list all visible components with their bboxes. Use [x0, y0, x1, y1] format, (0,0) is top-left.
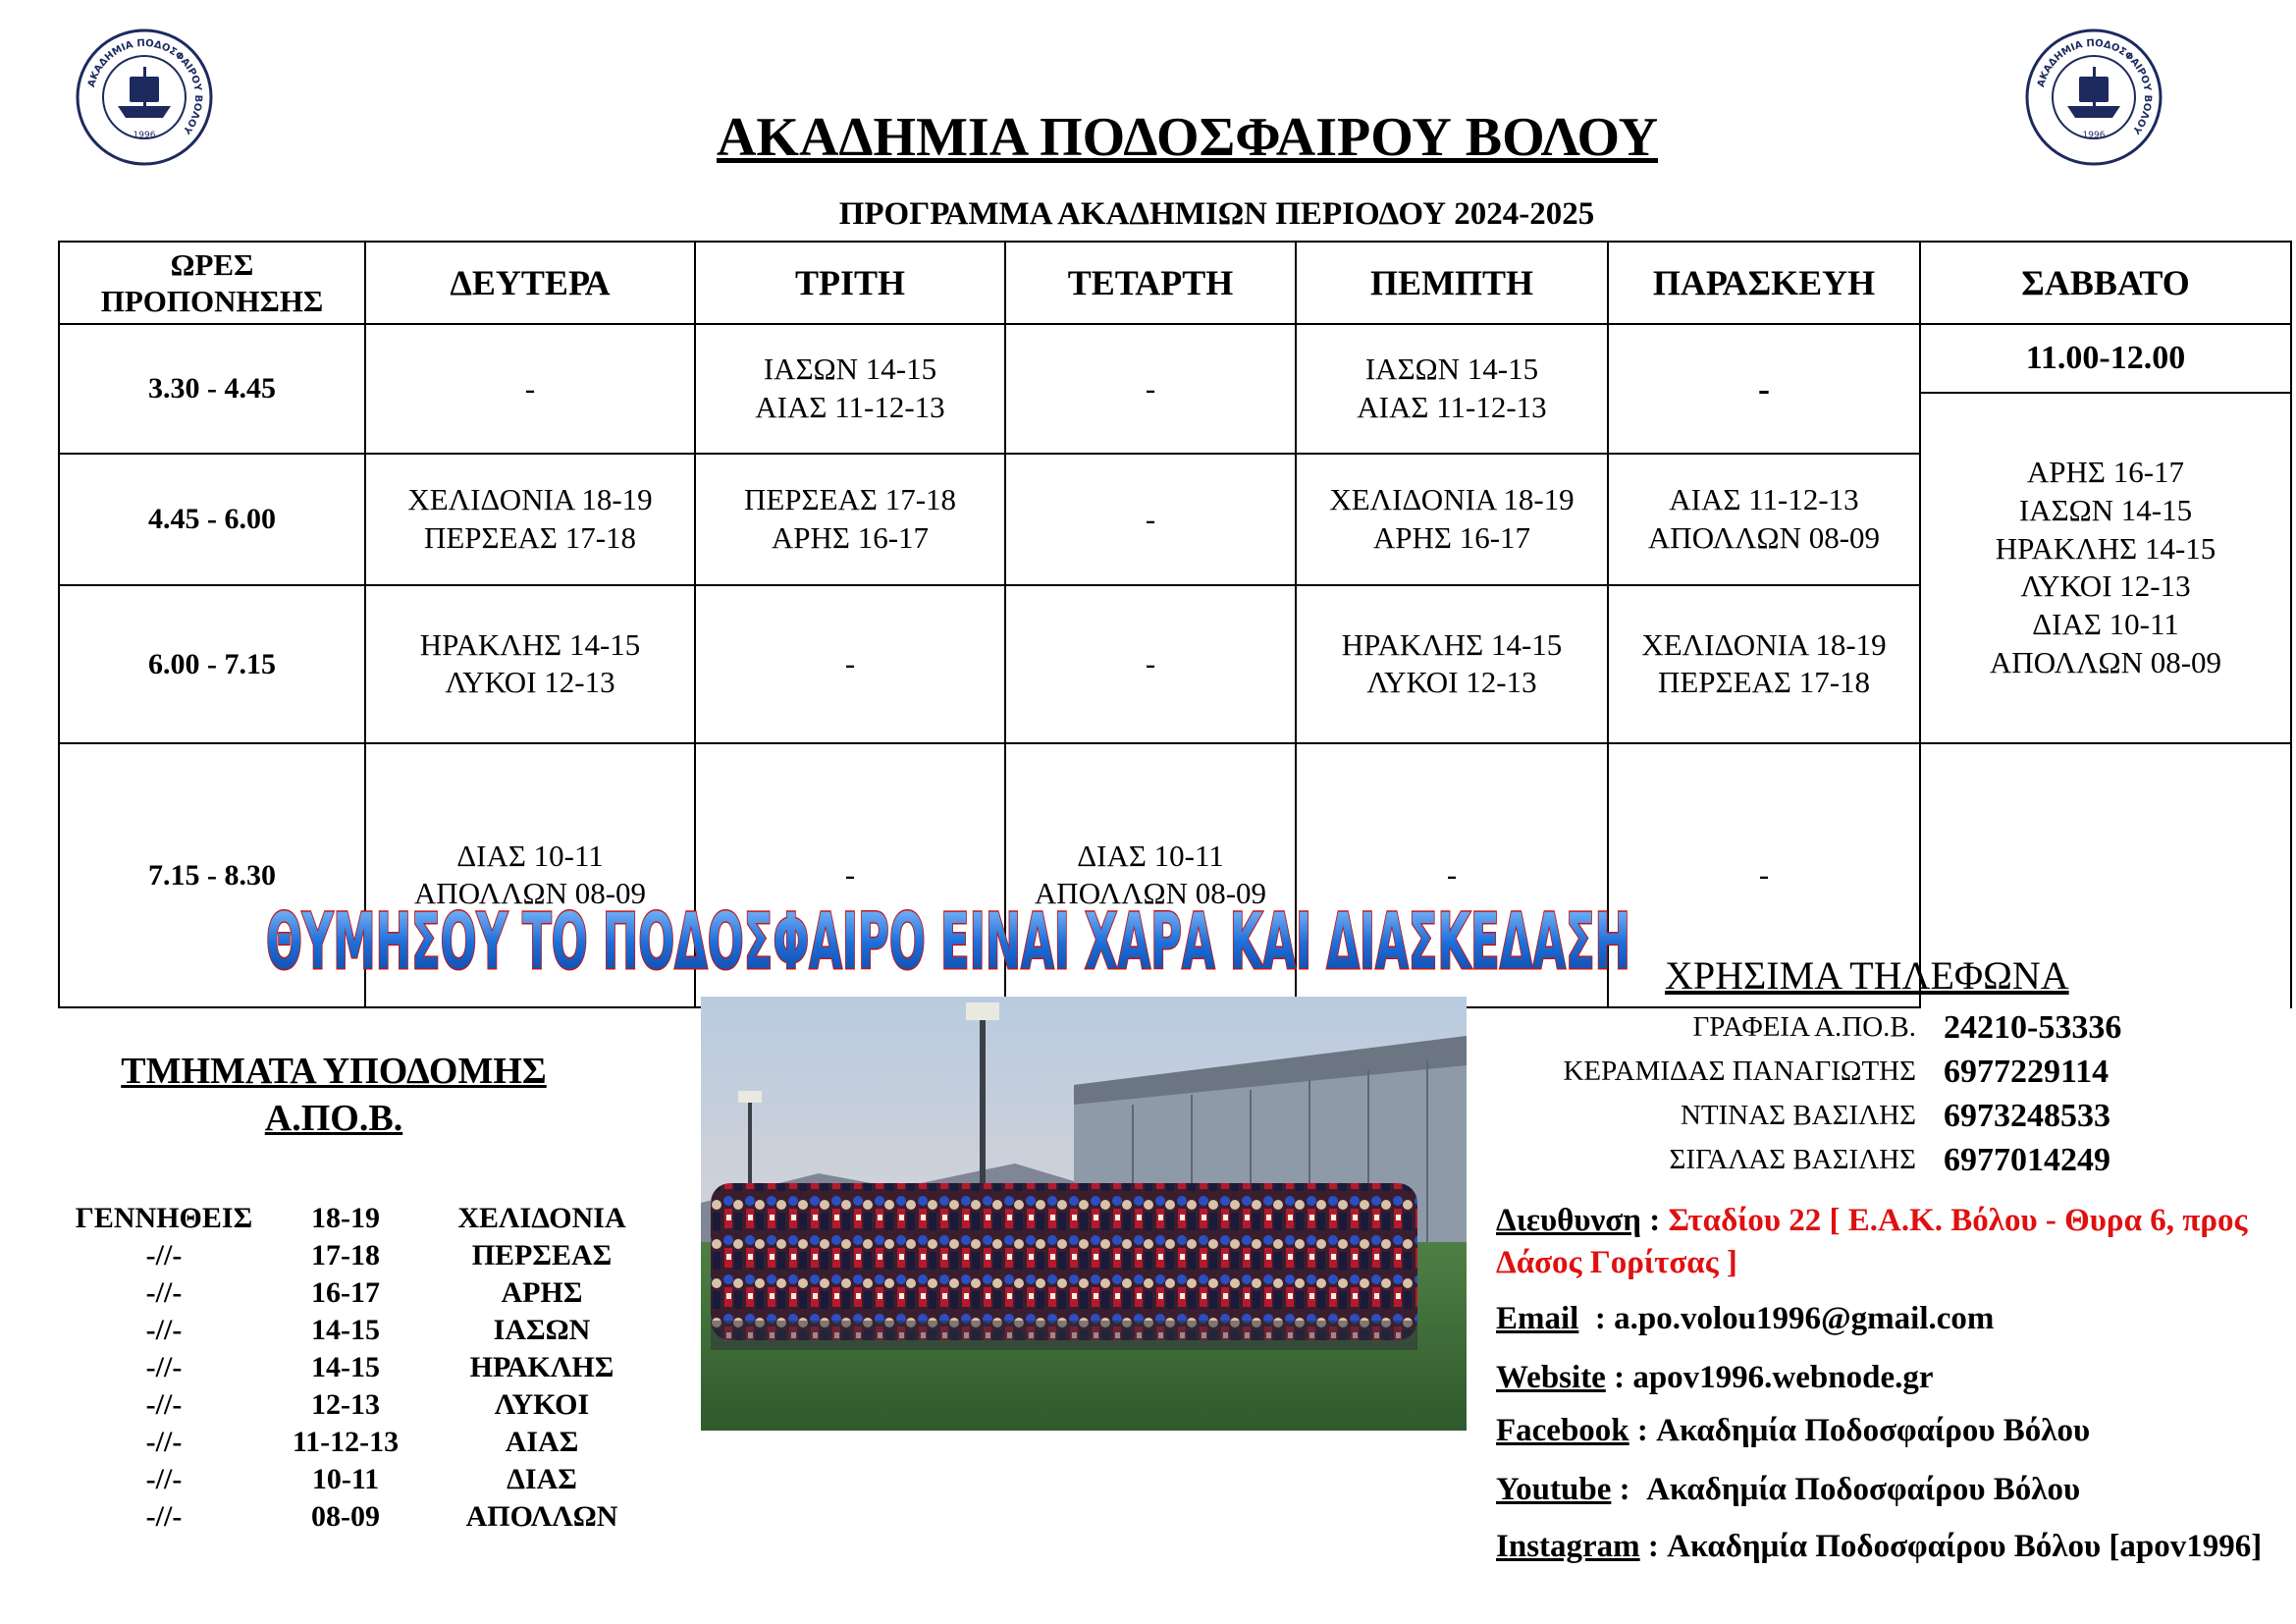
phone-number[interactable]: 6977229114: [1944, 1053, 2109, 1090]
time-slot: 7.15 - 8.30: [59, 743, 365, 1007]
infrastructure-table: [61, 1200, 660, 1536]
infrastructure-row: ΓΕΝΝΗΘΕΙΣ 18-19 ΧΕΛΙΔΟΝΙΑ: [75, 1202, 626, 1234]
saturday-groups: ΑΡΗΣ 16-17 ΙΑΣΩΝ 14-15 ΗΡΑΚΛΗΣ 14-15 ΛΥΚΟΙ 12-13 ΔΙΑΣ 10-11 ΑΠΟΛΛΩΝ 08-09: [1920, 393, 2291, 743]
phone-number[interactable]: 6977014249: [1944, 1141, 2110, 1178]
slogan-banner: [257, 893, 1639, 982]
email: Email : a.po.volou1996@gmail.com: [1496, 1301, 1995, 1336]
schedule-cell: -: [1005, 324, 1296, 454]
schedule-cell: ΙΑΣΩΝ 14-15 ΑΙΑΣ 11-12-13: [1296, 324, 1608, 454]
header-thursday: ΠΕΜΠΤΗ: [1296, 242, 1608, 324]
schedule-cell: ΑΙΑΣ 11-12-13 ΑΠΟΛΛΩΝ 08-09: [1608, 454, 1920, 585]
website-link[interactable]: apov1996.webnode.gr: [1632, 1360, 1934, 1395]
phone-entry: ΝΤΙΝΑΣ ΒΑΣΙΛΗΣ 6973248533: [1472, 1094, 2121, 1138]
infrastructure-row: -//- 08-09 ΑΠΟΛΛΩΝ: [145, 1500, 618, 1533]
phones-table: [1472, 1005, 2121, 1182]
saturday-time: 11.00-12.00: [1920, 324, 2291, 393]
youtube-link[interactable]: Ακαδημία Ποδοσφαίρου Βόλου: [1646, 1472, 2081, 1507]
header-hours: ΩΡΕΣ ΠΡΟΠΟΝΗΣΗΣ: [59, 242, 365, 324]
schedule-cell: ΗΡΑΚΛΗΣ 14-15 ΛΥΚΟΙ 12-13: [1296, 585, 1608, 743]
infrastructure-row: -//- 10-11 ΔΙΑΣ: [145, 1463, 577, 1495]
header-tuesday: ΤΡΙΤΗ: [695, 242, 1005, 324]
address: Διευθυνση : Σταδίου 22 [ Ε.Α.Κ. Βόλου - Θυρα 6, προς Δάσος Γορίτσας ]: [1496, 1203, 2248, 1280]
schedule-cell: ΧΕΛΙΔΟΝΙΑ 18-19 ΑΡΗΣ 16-17: [1296, 454, 1608, 585]
time-slot: 4.45 - 6.00: [59, 454, 365, 585]
schedule-cell: ΧΕΛΙΔΟΝΙΑ 18-19 ΠΕΡΣΕΑΣ 17-18: [365, 454, 695, 585]
schedule-cell: ΔΙΑΣ 10-11 ΑΠΟΛΛΩΝ 08-09: [1005, 743, 1296, 1007]
logo-year: 1996: [133, 131, 156, 140]
logo-ring-text: ΑΚΑΔΗΜΙΑ ΠΟΔΟΣΦΑΙΡΟΥ ΒΟΛΟΥ: [2036, 37, 2154, 136]
schedule-cell: ΙΑΣΩΝ 14-15 ΑΙΑΣ 11-12-13: [695, 324, 1005, 454]
time-slot: 3.30 - 4.45: [59, 324, 365, 454]
logo-ring-text: ΑΚΑΔΗΜΙΑ ΠΟΔΟΣΦΑΙΡΟΥ ΒΟΛΟΥ: [86, 37, 204, 136]
header-wednesday: ΤΕΤΑΡΤΗ: [1005, 242, 1296, 324]
infrastructure-row: -//- 17-18 ΠΕΡΣΕΑΣ: [145, 1239, 613, 1272]
schedule-cell: -: [695, 585, 1005, 743]
schedule-cell: -: [695, 743, 1005, 1007]
phones-title: ΧΡΗΣΙΜΑ ΤΗΛΕΦΩΝΑ: [1665, 953, 2069, 998]
infrastructure-row: -//- 14-15 ΗΡΑΚΛΗΣ: [145, 1351, 614, 1383]
schedule-cell: -: [1608, 324, 1920, 454]
youtube: Youtube : Ακαδημία Ποδοσφαίρου Βόλου: [1496, 1472, 2081, 1507]
team-photo: [701, 997, 1467, 1431]
instagram-link[interactable]: Ακαδημία Ποδοσφαίρου Βόλου [apov1996]: [1667, 1529, 2263, 1564]
schedule-cell: -: [365, 324, 695, 454]
schedule-cell: -: [1296, 743, 1608, 1007]
logo-year: 1996: [2082, 131, 2106, 140]
schedule-cell: ΔΙΑΣ 10-11 ΑΠΟΛΛΩΝ 08-09: [365, 743, 695, 1007]
facebook: Facebook : Ακαδημία Ποδοσφαίρου Βόλου: [1496, 1413, 2091, 1448]
facebook-link[interactable]: Ακαδημία Ποδοσφαίρου Βόλου: [1656, 1413, 2091, 1448]
instagram: Instagram : Ακαδημία Ποδοσφαίρου Βόλου [apov1996]: [1496, 1529, 2263, 1564]
phone-entry: ΣΙΓΑΛΑΣ ΒΑΣΙΛΗΣ 6977014249: [1472, 1138, 2121, 1182]
phone-number[interactable]: 24210-53336: [1944, 1008, 2122, 1046]
schedule-cell: ΗΡΑΚΛΗΣ 14-15 ΛΥΚΟΙ 12-13: [365, 585, 695, 743]
infrastructure-row: -//- 12-13 ΛΥΚΟΙ: [145, 1388, 590, 1421]
infrastructure-row: -//- 16-17 ΑΡΗΣ: [145, 1276, 583, 1309]
page-subtitle: ΠΡΟΓΡΑΜΜΑ ΑΚΑΔΗΜΙΩΝ ΠΕΡΙΟΔΟΥ 2024-2025: [838, 196, 1595, 232]
infrastructure-row: -//- 14-15 ΙΑΣΩΝ: [145, 1314, 591, 1346]
schedule-cell: ΧΕΛΙΔΟΝΙΑ 18-19 ΠΕΡΣΕΑΣ 17-18: [1608, 585, 1920, 743]
phone-entry: ΚΕΡΑΜΙΔΑΣ ΠΑΝΑΓΙΩΤΗΣ 6977229114: [1472, 1050, 2121, 1094]
header-friday: ΠΑΡΑΣΚΕΥΗ: [1608, 242, 1920, 324]
email-link[interactable]: a.po.volou1996@gmail.com: [1614, 1301, 1995, 1336]
phone-entry: ΓΡΑΦΕΙΑ Α.ΠΟ.Β. 24210-53336: [1472, 1005, 2121, 1050]
phone-number[interactable]: 6973248533: [1944, 1097, 2110, 1134]
header-saturday: ΣΑΒΒΑΤΟ: [1920, 242, 2291, 324]
slogan-text: ΘΥΜΗΣΟΥ ΤΟ ΠΟΔΟΣΦΑΙΡΟ ΕΙΝΑΙ ΧΑΡΑ ΚΑΙ ΔΙΑΣΚΕΔΑΣΗ: [266, 898, 1630, 982]
page-title: ΑΚΑΔΗΜΙΑ ΠΟΔΟΣΦΑΙΡΟΥ ΒΟΛΟΥ: [716, 107, 1659, 168]
schedule-cell: ΠΕΡΣΕΑΣ 17-18 ΑΡΗΣ 16-17: [695, 454, 1005, 585]
website: Website : apov1996.webnode.gr: [1496, 1360, 1934, 1395]
schedule-cell: -: [1608, 743, 1920, 1007]
schedule-cell: -: [1005, 585, 1296, 743]
header-monday: ΔΕΥΤΕΡΑ: [365, 242, 695, 324]
infrastructure-row: -//- 11-12-13 ΑΙΑΣ: [145, 1426, 579, 1458]
schedule-cell: -: [1005, 454, 1296, 585]
infrastructure-title: ΤΜΗΜΑΤΑ ΥΠΟΔΟΜΗΣ Α.ΠΟ.Β.: [121, 1051, 547, 1139]
time-slot: 6.00 - 7.15: [59, 585, 365, 743]
